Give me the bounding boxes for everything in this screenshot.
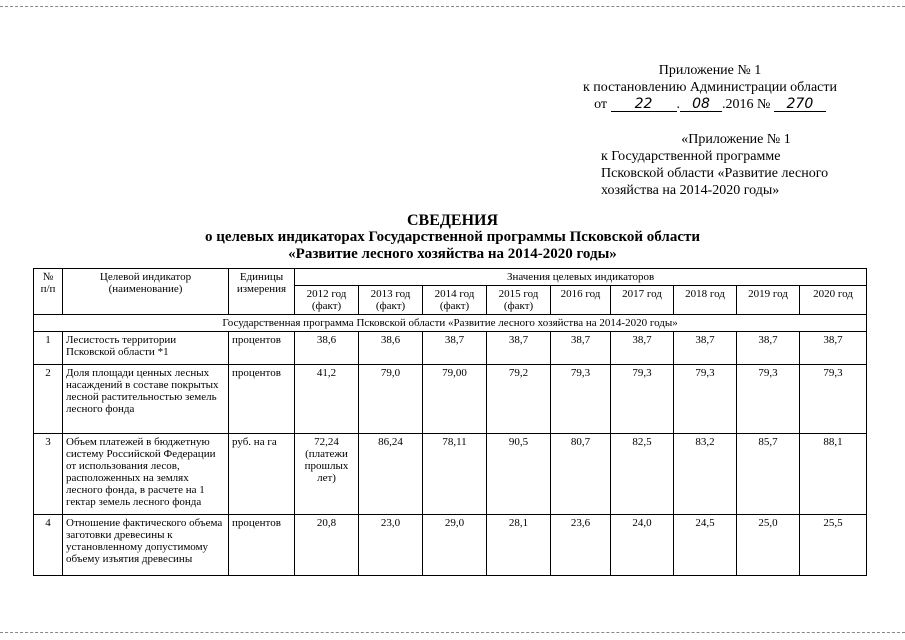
header-year: 2015 год (факт)	[487, 286, 551, 315]
top-scan-edge	[0, 6, 905, 7]
header-units: Единицы измерения	[229, 269, 295, 315]
value-cell: 82,5	[611, 434, 674, 515]
date-month-handwritten: 08	[680, 97, 722, 112]
value-cell: 38,6	[295, 332, 359, 365]
value-cell: 79,3	[737, 365, 800, 434]
value-cell: 79,3	[611, 365, 674, 434]
value-cell: 80,7	[551, 434, 611, 515]
value-cell: 38,7	[423, 332, 487, 365]
value-cell: 23,6	[551, 515, 611, 576]
unit-cell: процентов	[229, 365, 295, 434]
resolution-number-handwritten: 270	[774, 97, 826, 112]
table-row	[34, 515, 867, 576]
title-line2: о целевых индикаторах Государственной программы Псковской области	[204, 229, 701, 245]
header-year: 2014 год (факт)	[423, 286, 487, 315]
header-year: 2019 год	[737, 286, 800, 315]
row-num: 3	[34, 434, 63, 515]
value-cell: 79,00	[423, 365, 487, 434]
unit-cell: руб. на га	[229, 434, 295, 515]
date-year: 2016 №	[725, 97, 771, 112]
value-cell: 78,11	[423, 434, 487, 515]
indicator-name: Доля площади ценных лесных насаждений в составе покрытых лесной растительностью земель лесного фонда	[63, 365, 229, 434]
document-title	[0, 212, 905, 263]
value-cell: 41,2	[295, 365, 359, 434]
date-day-handwritten: 22	[611, 97, 677, 112]
indicator-name: Объем платежей в бюджетную систему Российской Федерации от использования лесов, расположенных на землях лесного фонда, в расчете на 1 гектар земель лесного фонда	[63, 434, 229, 515]
header-year: 2018 год	[674, 286, 737, 315]
header-year: 2016 год	[551, 286, 611, 315]
header-indicator: Целевой индикатор (наименование)	[63, 269, 229, 315]
header-values: Значения целевых индикаторов	[295, 269, 867, 286]
value-cell: 38,7	[674, 332, 737, 365]
value-cell: 83,2	[674, 434, 737, 515]
header-year: 2017 год	[611, 286, 674, 315]
appendix1-line1: Приложение № 1	[658, 63, 762, 78]
value-cell: 38,6	[359, 332, 423, 365]
value-cell: 29,0	[423, 515, 487, 576]
program-row: Государственная программа Псковской области «Развитие лесного хозяйства на 2014-2020 годы»	[34, 315, 867, 332]
value-cell: 25,5	[800, 515, 867, 576]
value-cell: 20,8	[295, 515, 359, 576]
indicator-name: Отношение фактического объема заготовки древесины к установленному допустимому объему изъятия древесины	[63, 515, 229, 576]
value-cell: 38,7	[800, 332, 867, 365]
value-cell: 38,7	[487, 332, 551, 365]
value-cell: 23,0	[359, 515, 423, 576]
value-cell: 38,7	[551, 332, 611, 365]
value-cell: 28,1	[487, 515, 551, 576]
header-num: № п/п	[34, 269, 63, 315]
table-row	[34, 434, 867, 515]
unit-cell: процентов	[229, 332, 295, 365]
unit-cell: процентов	[229, 515, 295, 576]
appendix2-line1: «Приложение № 1	[681, 132, 791, 147]
value-cell: 38,7	[611, 332, 674, 365]
resolution-date-line: от 22 . 08 .2016 № 270	[540, 96, 880, 113]
value-cell: 79,2	[487, 365, 551, 434]
value-cell: 79,0	[359, 365, 423, 434]
row-num: 4	[34, 515, 63, 576]
appendix2-line2: к Государственной программе	[601, 149, 781, 164]
value-cell: 86,24	[359, 434, 423, 515]
header-year: 2013 год (факт)	[359, 286, 423, 315]
value-cell: 25,0	[737, 515, 800, 576]
bottom-scan-edge	[0, 632, 905, 633]
value-cell: 24,0	[611, 515, 674, 576]
value-cell: 90,5	[487, 434, 551, 515]
header-year: 2020 год	[800, 286, 867, 315]
value-cell: 79,3	[551, 365, 611, 434]
indicator-name: Лесистость территории Псковской области *1	[63, 332, 229, 365]
title-line1: СВЕДЕНИЯ	[406, 212, 499, 229]
value-cell: 72,24 (платежи прошлых лет)	[295, 434, 359, 515]
header-year: 2012 год (факт)	[295, 286, 359, 315]
value-cell: 24,5	[674, 515, 737, 576]
value-cell: 79,3	[674, 365, 737, 434]
row-num: 1	[34, 332, 63, 365]
table-row	[34, 365, 867, 434]
appendix-to-resolution	[540, 62, 880, 113]
date-prefix: от	[594, 97, 608, 112]
appendix2-line3: Псковской области «Развитие лесного	[601, 166, 829, 181]
value-cell: 88,1	[800, 434, 867, 515]
value-cell: 38,7	[737, 332, 800, 365]
table-row	[34, 332, 867, 365]
indicators-table	[33, 268, 867, 576]
appendix2-line4: хозяйства на 2014-2020 годы»	[601, 183, 780, 198]
value-cell: 85,7	[737, 434, 800, 515]
value-cell: 79,3	[800, 365, 867, 434]
title-line3: «Развитие лесного хозяйства на 2014-2020 годы»	[288, 246, 617, 262]
appendix1-line2: к постановлению Администрации области	[583, 80, 837, 95]
row-num: 2	[34, 365, 63, 434]
appendix-to-program	[601, 131, 871, 199]
